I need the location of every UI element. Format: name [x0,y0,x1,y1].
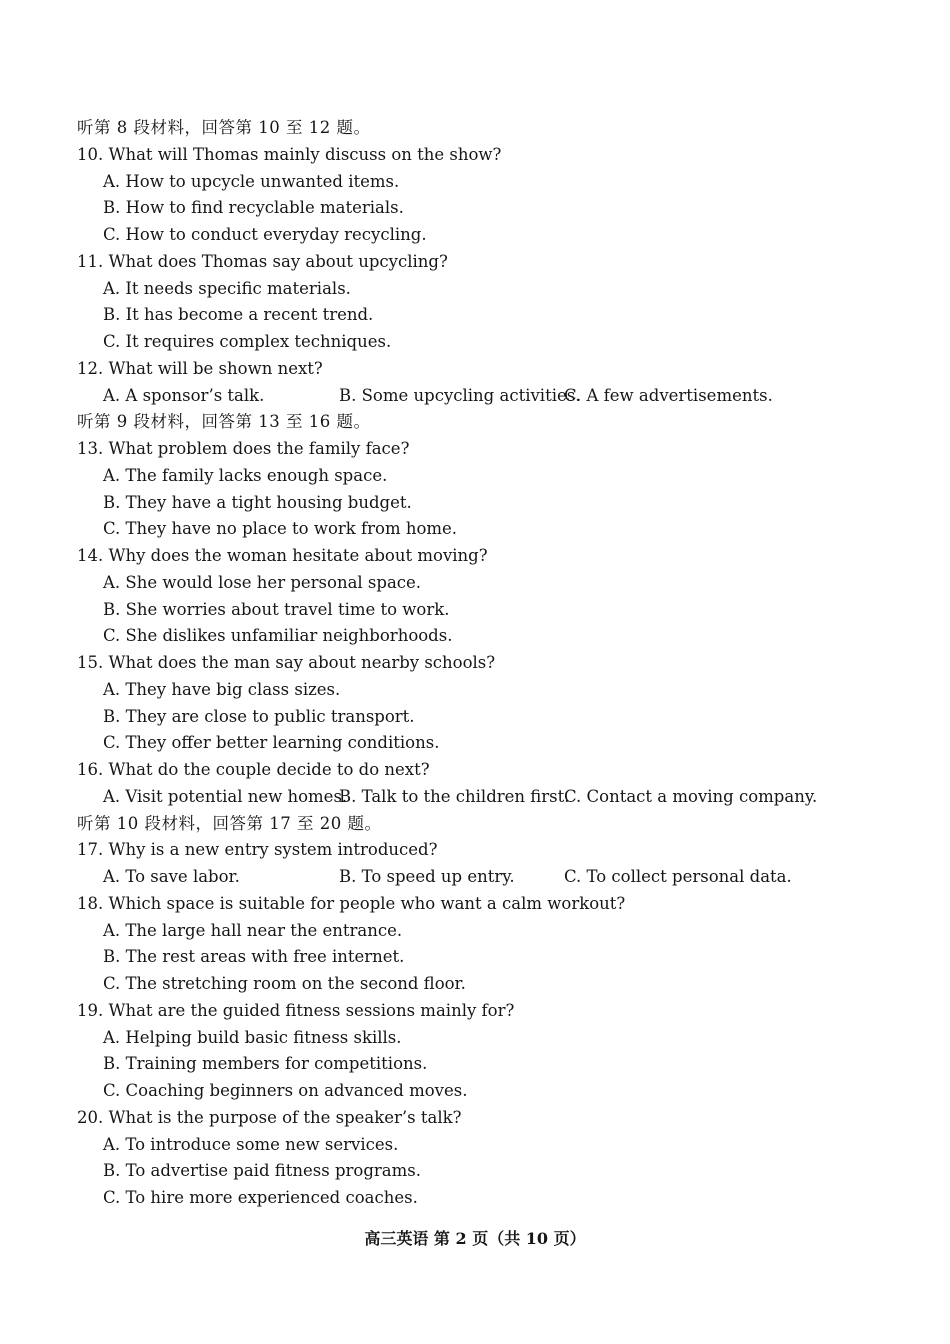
answer-option: C. She dislikes unfamiliar neighborhoods. [103,626,453,646]
answer-option: C. To collect personal data. [564,867,792,886]
answer-option: C. To hire more experienced coaches. [103,1188,418,1207]
answer-option: B. Training members for competitions. [103,1054,428,1074]
question-stem: 20. What is the purpose of the speaker’s talk? [77,1107,462,1127]
listening-section [77,115,917,1212]
answer-option: B. The rest areas with free internet. [103,947,405,967]
question-stem: 15. What does the man say about nearby schools? [77,653,496,672]
answer-option: A. Helping build basic fitness skills. [103,1027,402,1047]
answer-option-row [77,383,917,410]
answer-option: C. A few advertisements. [564,385,773,405]
answer-option: B. To speed up entry. [339,867,515,886]
answer-option: A. The family lacks enough space. [103,465,388,485]
question-stem: 13. What problem does the family face? [77,439,410,458]
answer-option: A. She would lose her personal space. [103,572,422,592]
answer-option: B. How to find recyclable materials. [103,198,404,218]
section-header: 听第 8 段材料，回答第 10 至 12 题。 [77,118,371,137]
section-header: 听第 10 段材料，回答第 17 至 20 题。 [77,813,382,833]
answer-option: C. It requires complex techniques. [103,332,392,351]
answer-option: B. To advertise paid fitness programs. [103,1161,421,1181]
answer-option: A. Visit potential new homes. [103,786,348,806]
answer-option: C. How to conduct everyday recycling. [103,225,427,244]
answer-option: B. Some upcycling activities. [339,385,581,405]
question-stem: 19. What are the guided fitness sessions mainly for? [77,1000,515,1020]
answer-option: A. It needs specific materials. [103,278,351,298]
answer-option: A. A sponsor’s talk. [103,385,265,405]
page-footer: 高三英语 第 2 页（共 10 页） [364,1229,586,1248]
answer-option: C. They offer better learning conditions. [103,733,440,753]
section-header: 听第 9 段材料，回答第 13 至 16 题。 [77,412,371,432]
question-stem: 11. What does Thomas say about upcycling? [77,251,448,271]
question-stem: 16. What do the couple decide to do next? [77,760,430,779]
answer-option-row [77,784,917,811]
answer-option: C. Contact a moving company. [564,786,818,806]
answer-option: A. How to upcycle unwanted items. [103,171,400,191]
answer-option: A. The large hall near the entrance. [103,920,403,940]
answer-option: A. To introduce some new services. [103,1134,399,1154]
question-stem: 10. What will Thomas mainly discuss on the show? [77,144,502,164]
answer-option-row [77,864,917,891]
answer-option: B. She worries about travel time to work. [103,599,450,619]
answer-option: C. The stretching room on the second floor. [103,974,466,993]
question-stem: 12. What will be shown next? [77,358,323,378]
answer-option: A. They have big class sizes. [103,679,341,699]
answer-option: B. It has become a recent trend. [103,305,374,325]
answer-option: B. They are close to public transport. [103,706,415,726]
question-stem: 18. Which space is suitable for people who want a calm workout? [77,893,626,913]
answer-option: B. Talk to the children first. [339,786,570,806]
answer-option: A. To save labor. [103,867,240,886]
answer-option: B. They have a tight housing budget. [103,492,412,512]
answer-option: C. Coaching beginners on advanced moves. [103,1081,468,1100]
question-stem: 17. Why is a new entry system introduced? [77,840,438,860]
question-stem: 14. Why does the woman hesitate about moving? [77,546,488,565]
answer-option: C. They have no place to work from home. [103,519,458,539]
